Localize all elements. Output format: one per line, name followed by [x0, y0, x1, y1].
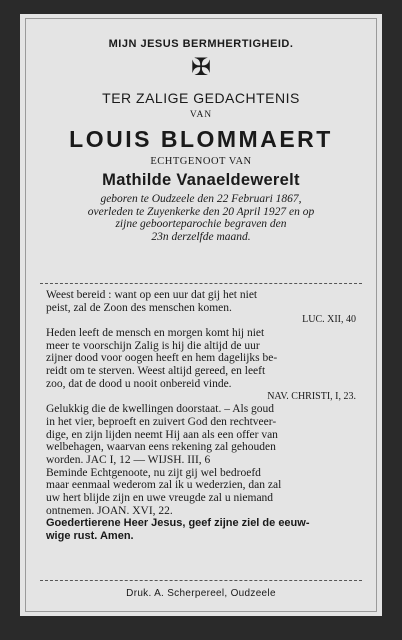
van-label: VAN: [189, 110, 213, 120]
text-line: Gelukkig die de kwellingen doorstaat. – Als goud: [46, 403, 275, 416]
spouse-name: Mathilde Vanaeldewerelt: [102, 171, 300, 189]
text-line: dige, en zijn lijden neemt Hij aan als een offer van: [46, 428, 278, 441]
text-line: peist, zal de Zoon des menschen komen.: [46, 301, 232, 314]
birth-line: zijne geboorteparochie begraven den: [115, 218, 287, 230]
text-line: reidt om te sterven. Weest altijd gereed, en leeft: [46, 365, 266, 378]
memorial-card: [20, 14, 382, 616]
divider-top: [40, 283, 362, 284]
printer-line: Druk. A. Scherpereel, Oudzeele: [126, 588, 276, 599]
text-line: Beminde Echtgenoote, nu zijt gij wel bedroefd: [46, 466, 261, 479]
text-line: ontnemen. JOAN. XVI, 22.: [46, 504, 173, 517]
cross-icon: ✠: [190, 55, 212, 81]
scripture-text: [46, 289, 356, 543]
text-line: welbehagen, waarvan eens rekening zal gehouden: [46, 441, 276, 454]
motto: MIJN JESUS BERMHERTIGHEID.: [108, 38, 294, 50]
text-line: uw hert blijde zijn en uwe vreugde zal u niemand: [46, 492, 274, 504]
text-line: zoo, dat de dood u nooit onbereid vinde.: [46, 377, 232, 390]
birth-death-text: [20, 193, 382, 243]
divider-bottom: [40, 580, 362, 581]
text-line: Heden leeft de mensch en morgen komt hij niet: [46, 327, 265, 340]
birth-line: 23n derzelfde maand.: [151, 230, 251, 243]
birth-line: overleden te Zuyenkerke den 20 April 1927 en op: [87, 205, 315, 218]
text-line: Weest bereid : want op een uur dat gij het niet: [46, 289, 258, 301]
text-line: maar eenmaal wederom zal ik u wederzien, dan zal: [46, 479, 282, 492]
spouse-label: ECHTGENOOT VAN: [150, 156, 252, 167]
text-line: meer te voorschijn Zalig is hij die altijd de uur: [46, 339, 260, 352]
text-line: in het vier, beproeft en zuivert God den rechtveer-: [46, 415, 277, 428]
text-line: zijner dood voor oogen heeft en hem dagelijks be-: [46, 352, 278, 365]
text-line: wige rust. Amen.: [46, 530, 134, 543]
scripture-reference: LUC. XII, 40: [302, 314, 356, 326]
text-line: worden. JAC I, 12 — WIJSH. III, 6: [46, 453, 211, 466]
deceased-name: LOUIS BLOMMAERT: [69, 126, 333, 152]
memorial-title: TER ZALIGE GEDACHTENIS: [102, 90, 300, 106]
text-line: Goedertierene Heer Jesus, geef zijne ziel de eeuw-: [46, 517, 310, 530]
scripture-reference: NAV. CHRISTI, I, 23.: [267, 390, 356, 402]
birth-line: geboren te Oudzeele den 22 Februari 1867,: [100, 193, 302, 205]
